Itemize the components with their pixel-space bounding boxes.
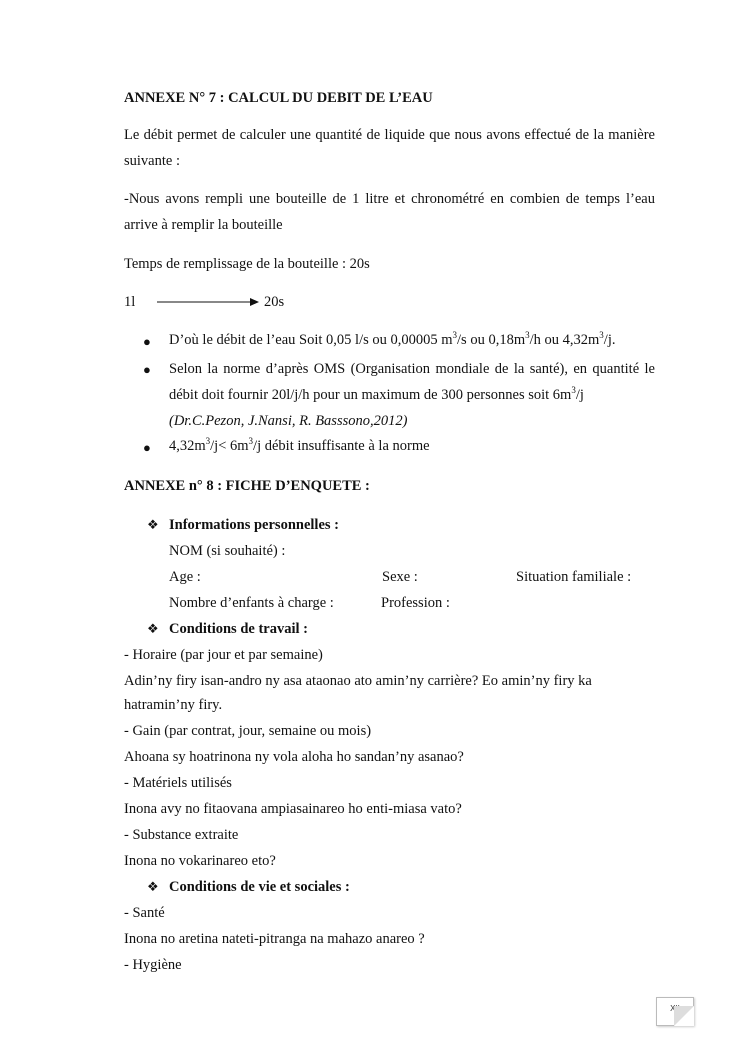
volume-label: 1l [124, 294, 136, 310]
debit-result: D’où le débit de l’eau Soit 0,05 l/s ou 0,00005 $m^3/s$ ou $0,18m^3/h$ ou $4,32m^3/j$. [169, 330, 616, 348]
annexe-7-title: ANNEXE N° 7 : CALCUL DU DEBIT DE L’EAU [124, 90, 433, 106]
time-label: 20s [264, 294, 285, 310]
bullet-icon: ● [143, 440, 151, 455]
section-personal-info: Informations personnelles : [169, 517, 339, 533]
field-enfants: Nombre d’enfants à charge : [169, 595, 334, 611]
item-horaire: - Horaire (par jour et par semaine) [124, 647, 323, 663]
question-materiels: Inona avy no fitaovana ampiasainareo ho enti-miasa vato? [124, 801, 462, 817]
oms-reference: (Dr.C.Pezon, J.Nansi, R. Basssono,2012) [169, 413, 408, 429]
field-age: Age : [169, 569, 201, 585]
oms-norm: Selon la norme d’après OMS (Organisation mondiale de la santé), en quantité le débit doit fournir 20l/j/h pour un maximum de 300 personnes soit $6m^3/j$ (Dr.C.Pezon, J.Nansi, R. Basssono,2012) [169, 361, 655, 429]
diamond-bullet-icon: ❖ [147, 879, 159, 894]
page-number: XII [670, 1004, 680, 1013]
question-sante: Inona no aretina nateti-pitranga na mahazo anareo ? [124, 931, 425, 947]
section-work-conditions: Conditions de travail : [169, 621, 308, 637]
diamond-bullet-icon: ❖ [147, 517, 159, 532]
fill-time-text: Temps de remplissage de la bouteille : 20s [124, 256, 370, 272]
item-gain: - Gain (par contrat, jour, semaine ou mois) [124, 723, 372, 739]
page-number-box [656, 997, 694, 1026]
field-nom: NOM (si souhaité) : [169, 543, 286, 559]
field-sexe: Sexe : [382, 569, 418, 585]
item-sante: - Santé [124, 905, 165, 921]
question-substance: Inona no vokarinareo eto? [124, 853, 276, 869]
diamond-bullet-icon: ❖ [147, 621, 159, 636]
question-gain: Ahoana sy hoatrinona ny vola aloha ho sandan’ny asanao? [124, 749, 464, 765]
bullet-icon: ● [143, 362, 151, 377]
annexe-8-title: ANNEXE n° 8 : FICHE D’ENQUETE : [124, 478, 370, 494]
question-horaire-1: Adin’ny firy isan-andro ny asa ataonao ato amin’ny carrière? Eo amin’ny firy ka [124, 673, 592, 689]
page-fold-icon [674, 1006, 694, 1026]
item-hygiene: - Hygiène [124, 957, 182, 973]
bullet-icon: ● [143, 334, 151, 349]
question-horaire-2: hatramin’ny firy. [124, 697, 223, 713]
field-situation: Situation familiale : [516, 569, 632, 585]
intro-paragraph: Le débit permet de calculer une quantité de liquide que nous avons effectué de la manière suivante : [124, 127, 655, 169]
item-substance: - Substance extraite [124, 827, 239, 843]
field-profession: Profession : [381, 595, 450, 611]
arrow-icon [156, 296, 260, 308]
method-paragraph: -Nous avons rempli une bouteille de 1 litre et chronométré en combien de temps l’eau arrive à remplir la bouteille [124, 191, 655, 233]
section-life-conditions: Conditions de vie et sociales : [169, 879, 350, 895]
item-materiels: - Matériels utilisés [124, 775, 232, 791]
comparison: $4,32m^3/j< 6m^3/j$ débit insuffisante à la norme [169, 436, 430, 454]
